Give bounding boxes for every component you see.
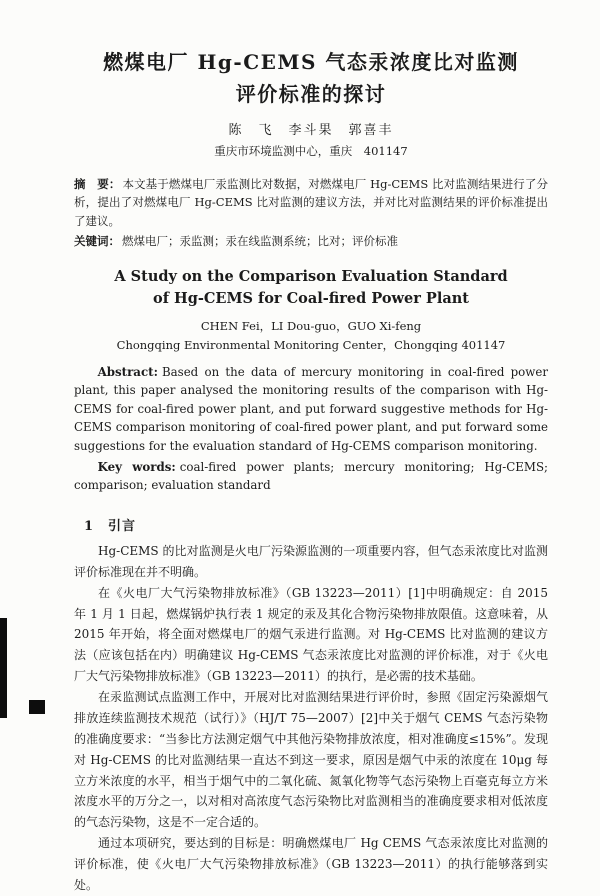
keywords-en bbox=[74, 458, 548, 495]
intro-paragraph: 在汞监测试点监测工作中，开展对比对监测结果进行评价时，参照《固定污染源烟气排放连续监测技术规范（试行）》（HJ/T 75—2007）[2]中关于烟气 CEMS 气态污染物的准确度要求：“当参比方法测定烟气中其他污染物排放浓度，相对准确度≤15%”。发现对 Hg-CEMS 的比对监测结果一直达不到这一要求，原因是烟气中汞的浓度在 10μg 每立方米浓度的水平，相当于烟气中的二氧化硫、氮氧化物等气态污染物上百毫克每立方米浓度水平的万分之一，以对相对高浓度气态污染物比对监测相当的准确度要求相对低浓度的气态污染物，这是不一定合适的。 bbox=[74, 690, 548, 830]
scan-artifact-left-bar bbox=[0, 618, 7, 718]
abstract-en-label: Abstract: bbox=[97, 364, 158, 379]
authors-en: CHEN Fei，LI Dou-guo，GUO Xi-feng bbox=[200, 318, 422, 333]
keywords-cn bbox=[74, 232, 548, 250]
abstract-cn-label: 摘 要： bbox=[74, 177, 121, 191]
scan-artifact-bottom-blob bbox=[29, 700, 45, 714]
paper-title-cn bbox=[74, 46, 548, 110]
keywords-cn-label: 关键词： bbox=[74, 234, 120, 249]
intro-paragraph: 通过本项研究，要达到的目标是：明确燃煤电厂 Hg CEMS 气态汞浓度比对监测的评价标准，使《火电厂大气污染物排放标准》（GB 13223—2011）的执行能够落到实处。 bbox=[74, 836, 548, 892]
abstract-cn-text: 本文基于燃煤电厂汞监测比对数据，对燃煤电厂 Hg-CEMS 比对监测结果进行了分析，提出了对燃煤电厂 Hg-CEMS 比对监测的建议方法，并对比对监测结果的评价标准提出了建议。 bbox=[74, 177, 548, 228]
abstract-en bbox=[74, 363, 548, 456]
keywords-en-text: coal-fired power plants; mercury monitoring; Hg-CEMS; comparison; evaluation standard bbox=[74, 459, 548, 493]
title-en-line2: of Hg-CEMS for Coal-fired Power Plant bbox=[153, 290, 469, 308]
paper-title-en bbox=[74, 266, 548, 311]
affiliation-cn: 重庆市环境监测中心，重庆 401147 bbox=[214, 144, 408, 158]
abstract-en-text: Based on the data of mercury monitoring in coal-fired power plant, this paper analysed the monitoring results of the comparison with Hg-CEMS for coal-fired power plant, and put forward suggestive methods for Hg-CEMS comparison monitoring of coal-fired power plant, and put forward some suggestions for the evaluation standard of Hg-CEMS comparison monitoring. bbox=[74, 364, 548, 453]
section-heading-introduction: 1 引言 bbox=[84, 518, 137, 534]
intro-paragraph: Hg-CEMS 的比对监测是火电厂污染源监测的一项重要内容，但气态汞浓度比对监测评价标准现在并不明确。 bbox=[74, 543, 548, 579]
keywords-cn-text: 燃煤电厂；汞监测；汞在线监测系统；比对；评价标准 bbox=[122, 234, 398, 249]
title-en-line1: A Study on the Comparison Evaluation Standard bbox=[114, 267, 508, 285]
title-cn-line2: 评价标准的探讨 bbox=[235, 82, 387, 106]
keywords-en-label: Key words: bbox=[97, 459, 176, 474]
affiliation-en: Chongqing Environmental Monitoring Center，Chongqing 401147 bbox=[116, 337, 506, 352]
abstract-cn bbox=[74, 175, 548, 230]
intro-paragraph: 在《火电厂大气污染物排放标准》（GB 13223—2011）[1]中明确规定：自 2015 年 1 月 1 日起，燃煤锅炉执行表 1 规定的汞及其化合物污染物排放限值。这意味着，从 2015 年开始，将全面对燃煤电厂的烟气汞进行监测。对 Hg-CEMS 比对监测的建议方法（应该包括在内）明确建议 Hg-CEMS 气态汞浓度比对监测的评价标准，对于《火电厂大气污染物排放标准》（GB 13223—2011）的执行，是必需的技术基础。 bbox=[74, 585, 548, 684]
authors-cn: 陈 飞 李斗果 郭喜丰 bbox=[228, 123, 394, 138]
title-cn-line1: 燃煤电厂 Hg-CEMS 气态汞浓度比对监测 bbox=[103, 50, 519, 74]
